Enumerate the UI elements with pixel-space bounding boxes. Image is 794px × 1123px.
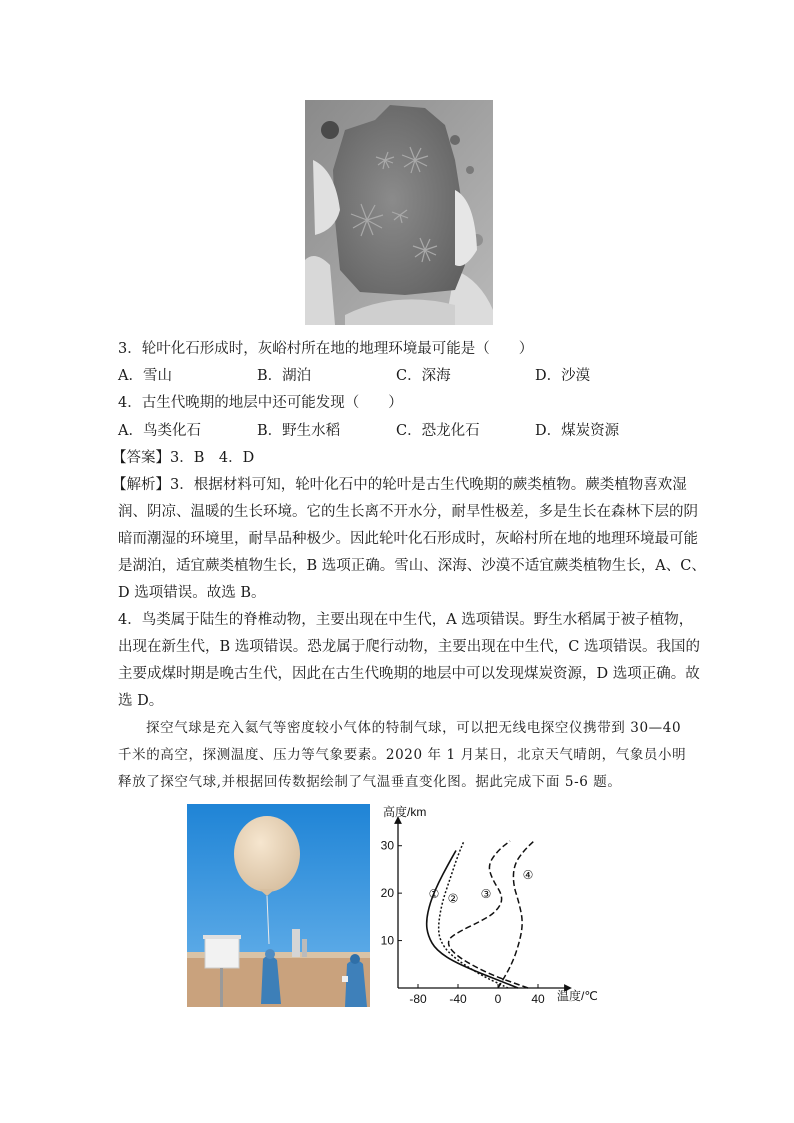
temperature-profile-chart [378,800,610,1010]
analysis-line: 选 D。 [118,693,164,709]
analysis-line: 润、阴凉、温暖的生长环境。它的生长离不开水分，耐旱性极差，多是生长在森林下层的阴 [118,504,698,520]
analysis-line: 4．鸟类属于陆生的脊椎动物，主要出现在中生代，A 选项错误。野生水稻属于被子植物， [118,612,694,628]
series-label-4: ④ [522,867,534,882]
analysis-line: 是湖泊，适宜蕨类植物生长，B 选项正确。雪山、深海、沙漠不适宜蕨类植物生长，A、C、 [118,558,706,574]
question-4-stem: 4．古生代晚期的地层中还可能发现（ ） [118,395,403,411]
chart-ticks [381,839,545,1006]
x-tick-label: -40 [449,992,467,1006]
q3-option-c: C．深海 [396,368,451,384]
series-line-1 [427,850,518,988]
q3-option-b: B．湖泊 [257,368,312,384]
x-tick-label: -80 [409,992,427,1006]
analysis-line: 【解析】3．根据材料可知，轮叶化石中的轮叶是古生代晚期的蕨类植物。蕨类植物喜欢湿 [112,477,687,493]
chart-axes [398,820,568,988]
q3-option-d: D．沙漠 [535,368,591,384]
q4-option-c: C．恐龙化石 [396,423,480,439]
y-tick-label: 20 [380,886,394,901]
series-label-2: ② [447,891,459,906]
y-tick-label: 30 [380,838,394,853]
series-line-4 [498,841,534,988]
series-label-3: ③ [480,886,492,901]
analysis-line: 主要成煤时期是晚古生代，因此在古生代晚期的地层中可以发现煤炭资源，D 选项正确。故 [118,666,700,682]
chart-series [427,841,534,988]
x-tick-label: 40 [531,992,545,1006]
fossil-photo [305,100,493,325]
q4-option-a: A．鸟类化石 [118,423,201,439]
balloon-photo [187,804,370,1007]
material-line: 探空气球是充入氦气等密度较小气体的特制气球，可以把无线电探空仪携带到 30—40 [146,720,682,736]
x-axis-label: 温度/℃ [557,989,598,1003]
material-line: 千米的高空，探测温度、压力等气象要素。2020 年 1 月某日，北京天气晴朗，气象员小明 [118,747,687,763]
q3-option-a: A．雪山 [118,368,172,384]
y-axis-label: 高度/km [383,805,427,819]
material-line: 释放了探空气球,并根据回传数据绘制了气温垂直变化图。据此完成下面 5-6 题。 [118,774,622,790]
x-tick-label: 0 [494,992,502,1006]
analysis-line: D 选项错误。故选 B。 [118,585,266,601]
series-label-1: ① [428,886,440,901]
q4-option-b: B．野生水稻 [257,423,341,439]
y-tick-label: 10 [380,933,394,948]
q4-option-d: D．煤炭资源 [535,423,620,439]
answer-line: 【答案】3．B 4．D [112,450,255,466]
analysis-line: 暗而潮湿的环境里，耐旱品种极少。因此轮叶化石形成时，灰峪村所在地的地理环境最可能 [118,531,698,547]
analysis-line: 出现在新生代，B 选项错误。恐龙属于爬行动物，主要出现在中生代，C 选项错误。我国的 [118,639,700,655]
question-3-stem: 3．轮叶化石形成时，灰峪村所在地的地理环境最可能是（ ） [118,341,534,357]
